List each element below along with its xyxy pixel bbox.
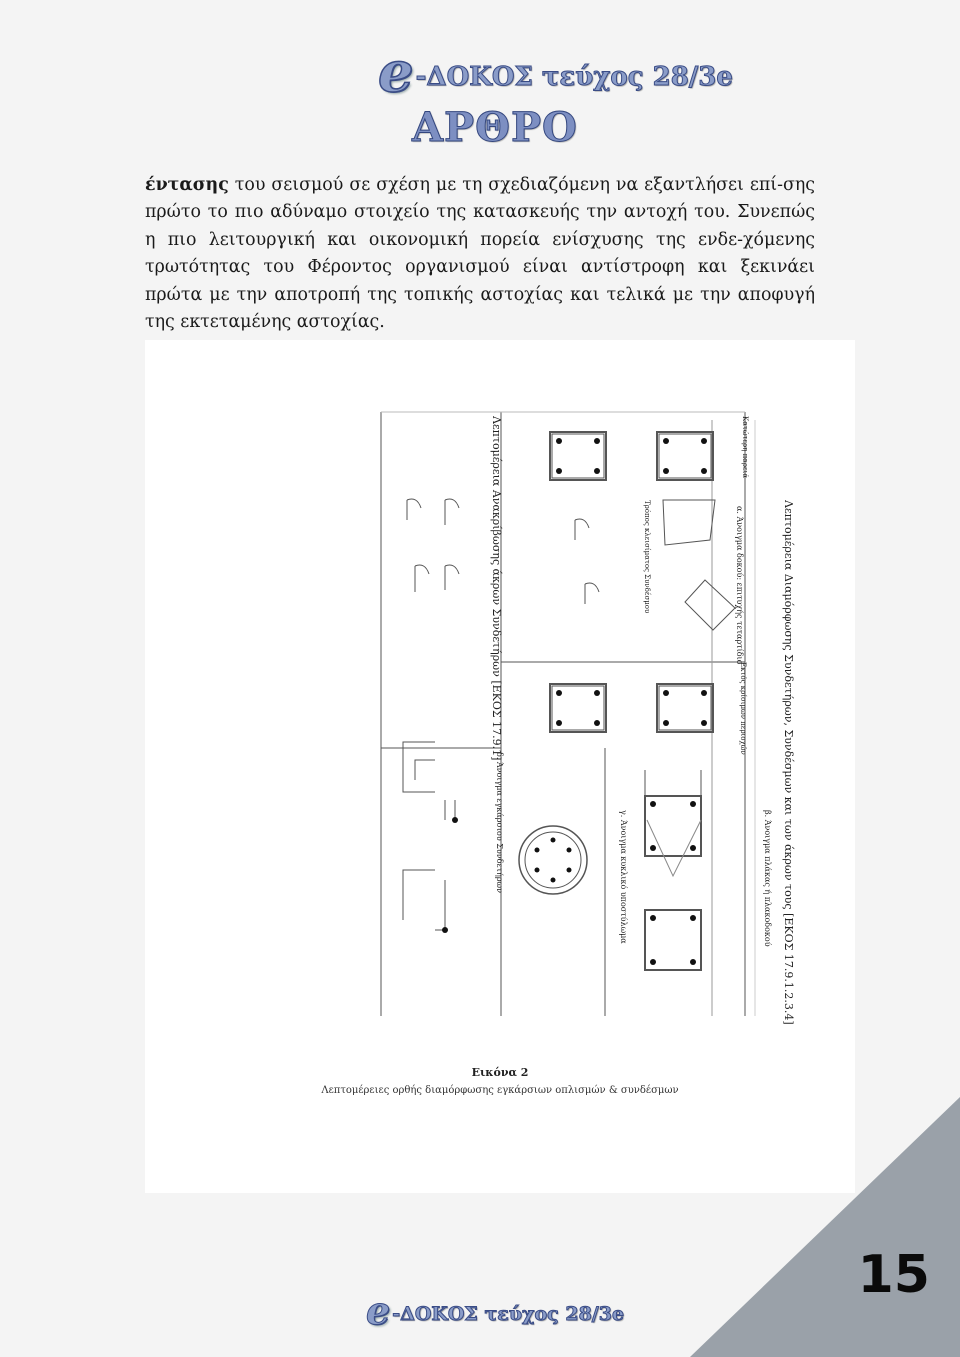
- section-title: ΑΡΘΡΟ: [412, 104, 578, 151]
- lead-bold-word: έντασης: [145, 175, 229, 195]
- page-number: 15: [857, 1245, 930, 1305]
- label-wrong: Τρόπος κλεισίματος Συνδέσμου: [643, 500, 651, 614]
- label-d: δ. Άνοιγμα εγκάρσιου Συνδετήρων: [495, 752, 504, 893]
- logo-title: -ΔΟΚΟΣ τεύχος 28/3e: [415, 62, 733, 92]
- label-a: α. Άνοιγμα δοκού: επιτυχής τεταρτίδιο: [735, 506, 744, 665]
- article-paragraph: [145, 172, 815, 336]
- logo-e-letter: e: [378, 39, 414, 105]
- label-right: Εκτός κρίσιμων περιοχών: [739, 662, 747, 755]
- figure-image: [145, 340, 855, 1193]
- footer-logo: [366, 1288, 625, 1333]
- header-logo: [378, 39, 733, 105]
- figure-caption-title: Εικόνα 2: [471, 1066, 529, 1079]
- footer-logo-title: -ΔΟΚΟΣ τεύχος 28/3e: [392, 1303, 625, 1325]
- paragraph-text: του σεισμού σε σχέση με τη σχεδιαζόμενη να εξαντλήσει επί-σης πρώτο το πιο αδύναμο στοιχείο της κατασκευής την αντοχή του. Συνεπώς η πιο λειτουργική και οικονομική πορεία ενίσχυσης της ενδε-χόμενης τρωτότητας του Φέροντος οργανισμού είναι αντίστροφη και ξεκινάει πρώτα με την αποτροπή της τοπικής αστοχίας και τελικά με την αποφυγή της εκτεταμένης αστοχίας.: [145, 175, 815, 333]
- label-b: β. Άνοιγμα πλάκας ή πλακοδοκού: [763, 810, 772, 947]
- label-c: γ. Άνοιγμα κυκλικό υποστύλωμα: [619, 810, 628, 944]
- corner-decoration: [690, 1097, 960, 1357]
- figure-caption-subtitle: Λεπτομέρειες ορθής διαμόρφωσης εγκάρσιων οπλισμών & συνδέσμων: [321, 1085, 679, 1096]
- right-heading: Λεπτομέρεια Διαμόρφωσης Συνδετήρων, Συνδέσμων και των άκρων τους [ΕΚΟΣ 17.9.1.2.3.4]: [782, 500, 795, 1025]
- left-heading: Λεπτομέρεια Ανακρίβωσης άκρων Συνδετήρων [ΕΚΟΣ 17.9.1]: [490, 416, 503, 761]
- label-corner: Κατώτερη παρειά: [741, 416, 749, 479]
- footer-logo-e-letter: e: [366, 1288, 391, 1333]
